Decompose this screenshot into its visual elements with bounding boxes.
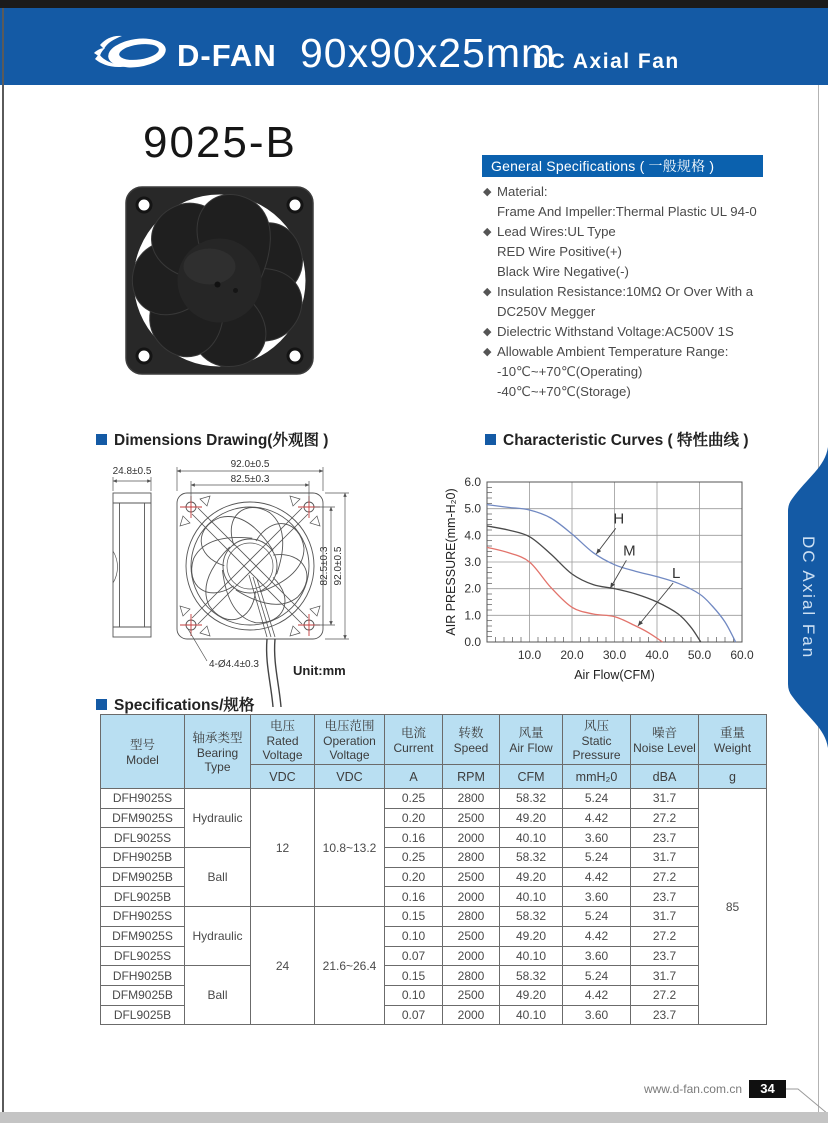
dim-holes: 4-Ø4.4±0.3 <box>209 659 259 670</box>
product-type-title: DC Axial Fan <box>533 50 680 73</box>
col-header-noise: 噪音 Noise Level <box>631 715 699 765</box>
spec-line: ◆ Lead Wires:UL Type <box>483 222 803 242</box>
table-row: DFH9025S Hydraulic 12 10.8~13.2 0.25 2800 58.32 5.24 31.7 85 <box>101 789 767 809</box>
diamond-bullet-icon <box>483 362 497 382</box>
fan-photo <box>122 183 317 378</box>
svg-text:AIR PRESSURE(mm-H₂0): AIR PRESSURE(mm-H₂0) <box>444 488 458 636</box>
svg-text:Air Flow(CFM): Air Flow(CFM) <box>574 668 655 682</box>
table-row: DFM9025B 0.10 2500 49.20 4.42 27.2 <box>101 985 767 1005</box>
col-header-weight: 重量 Weight <box>699 715 767 765</box>
units-row: VDC VDC A RPM CFM mmH₂0 dBA g <box>101 765 767 789</box>
footer-url: www.d-fan.com.cn <box>643 1082 742 1096</box>
col-header-pressure: 风压 Static Pressure <box>563 715 631 765</box>
table-row: DFH9025B Ball 0.25 2800 58.32 5.24 31.7 <box>101 848 767 868</box>
brand-name: D-FAN <box>177 38 277 73</box>
characteristic-curves-chart <box>443 450 780 690</box>
dim-depth: 24.8±0.5 <box>112 466 152 477</box>
diamond-bullet-icon: ◆ <box>483 326 492 338</box>
dim-hole-pitch-h: 82.5±0.3 <box>230 474 270 485</box>
table-row: DFM9025S 0.10 2500 49.20 4.42 27.2 <box>101 926 767 946</box>
dim-unit: Unit:mm <box>293 663 346 678</box>
table-row: DFM9025B 0.20 2500 49.20 4.42 27.2 <box>101 867 767 887</box>
svg-text:H: H <box>613 510 625 528</box>
svg-text:3.0: 3.0 <box>464 555 481 569</box>
svg-text:30.0: 30.0 <box>602 648 627 662</box>
svg-text:L: L <box>671 565 681 582</box>
spec-line: ◆ Allowable Ambient Temperature Range: <box>483 342 803 362</box>
diamond-bullet-icon <box>483 242 497 262</box>
dim-height: 92.0±0.5 <box>333 546 344 586</box>
svg-text:20.0: 20.0 <box>560 648 584 662</box>
svg-text:1.0: 1.0 <box>464 608 481 623</box>
col-header-operation-voltage: 电压范围 Operation Voltage <box>315 715 385 765</box>
col-header-current: 电流 Current <box>385 715 443 765</box>
diamond-bullet-icon <box>483 302 497 322</box>
header-banner <box>0 8 828 85</box>
svg-text:M: M <box>623 542 636 560</box>
svg-text:40.0: 40.0 <box>645 648 669 662</box>
col-header-bearing: 轴承类型 Bearing Type <box>185 715 251 789</box>
svg-text:0.0: 0.0 <box>464 635 481 649</box>
table-row: DFL9025S 0.16 2000 40.10 3.60 23.7 <box>101 828 767 848</box>
svg-text:10.0: 10.0 <box>517 648 542 662</box>
page-number-badge: 34 <box>749 1080 786 1098</box>
section-header-curves: Characteristic Curves ( 特性曲线 ) <box>485 428 749 450</box>
svg-text:4.0: 4.0 <box>464 528 481 543</box>
spec-line: -40℃~+70℃(Storage) <box>483 382 803 402</box>
model-title: 9025-B <box>143 118 297 167</box>
dim-width: 92.0±0.5 <box>230 459 270 470</box>
diamond-bullet-icon <box>483 202 497 222</box>
spec-line: ◆ Material: <box>483 182 803 202</box>
col-header-model: 型号 Model <box>101 715 185 789</box>
spec-line: Frame And Impeller:Thermal Plastic UL 94-0 <box>483 202 803 222</box>
general-specs-list <box>483 182 803 402</box>
spec-line: ◆ Dielectric Withstand Voltage:AC500V 1S <box>483 322 803 342</box>
spec-line: RED Wire Positive(+) <box>483 242 803 262</box>
spec-line: ◆ Insulation Resistance:10MΩ Or Over With a <box>483 282 803 302</box>
table-row: DFH9025B Ball 0.15 2800 58.32 5.24 31.7 <box>101 966 767 986</box>
svg-text:6.0: 6.0 <box>464 475 481 489</box>
svg-text:2.0: 2.0 <box>464 581 481 596</box>
diamond-bullet-icon: ◆ <box>483 346 492 358</box>
brand-logo-icon <box>93 32 173 74</box>
table-row: DFL9025B 0.16 2000 40.10 3.60 23.7 <box>101 887 767 907</box>
general-specs-title-bar: General Specifications ( 一般规格 ) <box>482 155 763 177</box>
side-tab-label: DC Axial Fan <box>799 536 818 660</box>
table-row: DFM9025S 0.20 2500 49.20 4.42 27.2 <box>101 808 767 828</box>
spec-line: Black Wire Negative(-) <box>483 262 803 282</box>
svg-text:5.0: 5.0 <box>464 501 481 516</box>
dimensions-drawing <box>95 455 367 710</box>
diamond-bullet-icon <box>483 382 497 402</box>
table-row: DFL9025B 0.07 2000 40.10 3.60 23.7 <box>101 1005 767 1025</box>
diamond-bullet-icon: ◆ <box>483 286 492 298</box>
spec-line: -10℃~+70℃(Operating) <box>483 362 803 382</box>
svg-text:60.0: 60.0 <box>730 648 754 662</box>
table-row: DFL9025S 0.07 2000 40.10 3.60 23.7 <box>101 946 767 966</box>
table-row: DFH9025S Hydraulic 24 21.6~26.4 0.15 2800 58.32 5.24 31.7 <box>101 907 767 927</box>
product-size-title: 90x90x25mm <box>300 30 557 76</box>
section-header-dimensions: Dimensions Drawing(外观图 ) <box>96 428 328 450</box>
col-header-rated-voltage: 电压 Rated Voltage <box>251 715 315 765</box>
diamond-bullet-icon: ◆ <box>483 186 492 198</box>
specifications-table <box>100 714 767 1025</box>
diamond-bullet-icon: ◆ <box>483 226 492 238</box>
top-strip <box>0 0 828 8</box>
bottom-strip <box>0 1112 828 1123</box>
spec-line: DC250V Megger <box>483 302 803 322</box>
square-bullet-icon <box>485 434 496 445</box>
square-bullet-icon <box>96 434 107 445</box>
diamond-bullet-icon <box>483 262 497 282</box>
col-header-speed: 转数 Speed <box>443 715 500 765</box>
svg-text:50.0: 50.0 <box>687 648 712 662</box>
dim-hole-pitch-v: 82.5±0.3 <box>319 546 330 586</box>
section-header-specifications: Specifications/规格 <box>96 693 254 715</box>
col-header-airflow: 风量 Air Flow <box>500 715 563 765</box>
page-left-border <box>2 8 4 1112</box>
